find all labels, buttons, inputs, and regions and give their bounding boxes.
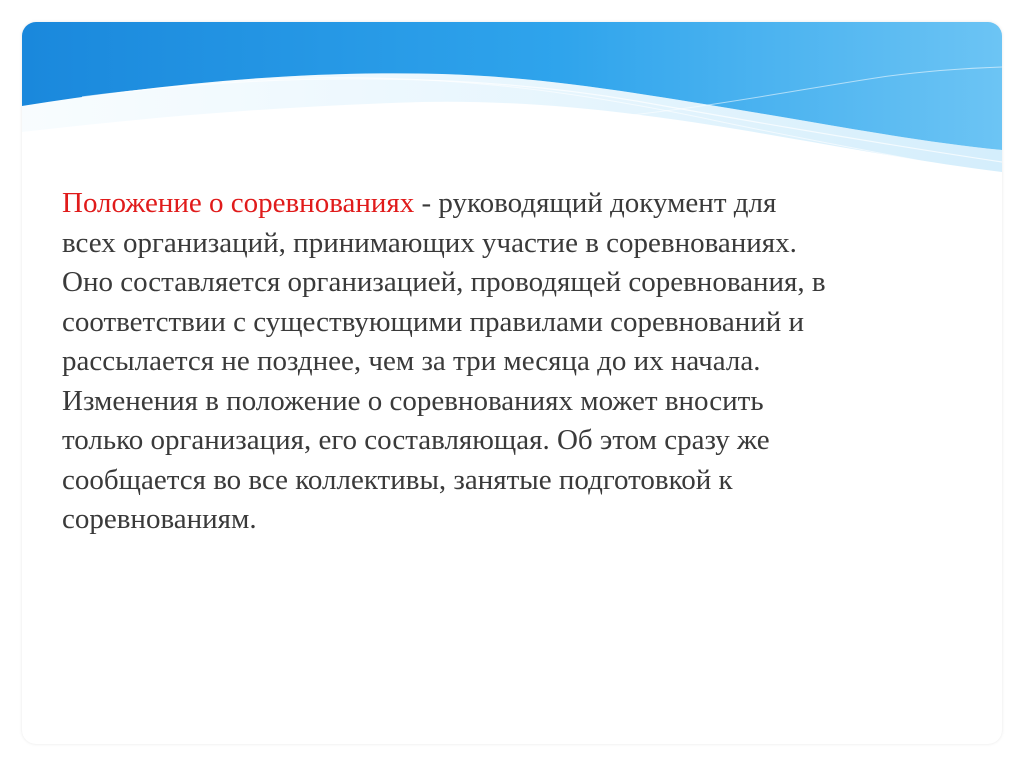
- text-line-5: рассылается не позднее, чем за три месяца до их начала.: [62, 345, 761, 377]
- header-wave-decoration: [22, 22, 1002, 192]
- term-highlight: Положение о соревнованиях: [62, 187, 415, 219]
- text-line-7: только организация, его составляющая. Об этом сразу же: [62, 424, 770, 456]
- text-line-1: - руководящий документ для: [414, 187, 777, 219]
- slide: [22, 22, 1002, 744]
- text-line-2: всех организаций, принимающих участие в соревнованиях.: [62, 226, 797, 259]
- text-line-8: сообщается во все коллективы, занятые подготовкой к: [62, 463, 733, 496]
- text-line-3: Оно составляется организацией, проводящей соревнования, в: [62, 266, 826, 298]
- text-line-9: соревнованиям.: [62, 503, 257, 535]
- text-line-4: соответствии с существующими правилами соревнований и: [62, 305, 805, 338]
- text-line-6: Изменения в положение о соревнованиях может вносить: [62, 384, 764, 417]
- slide-body-text: [62, 184, 962, 540]
